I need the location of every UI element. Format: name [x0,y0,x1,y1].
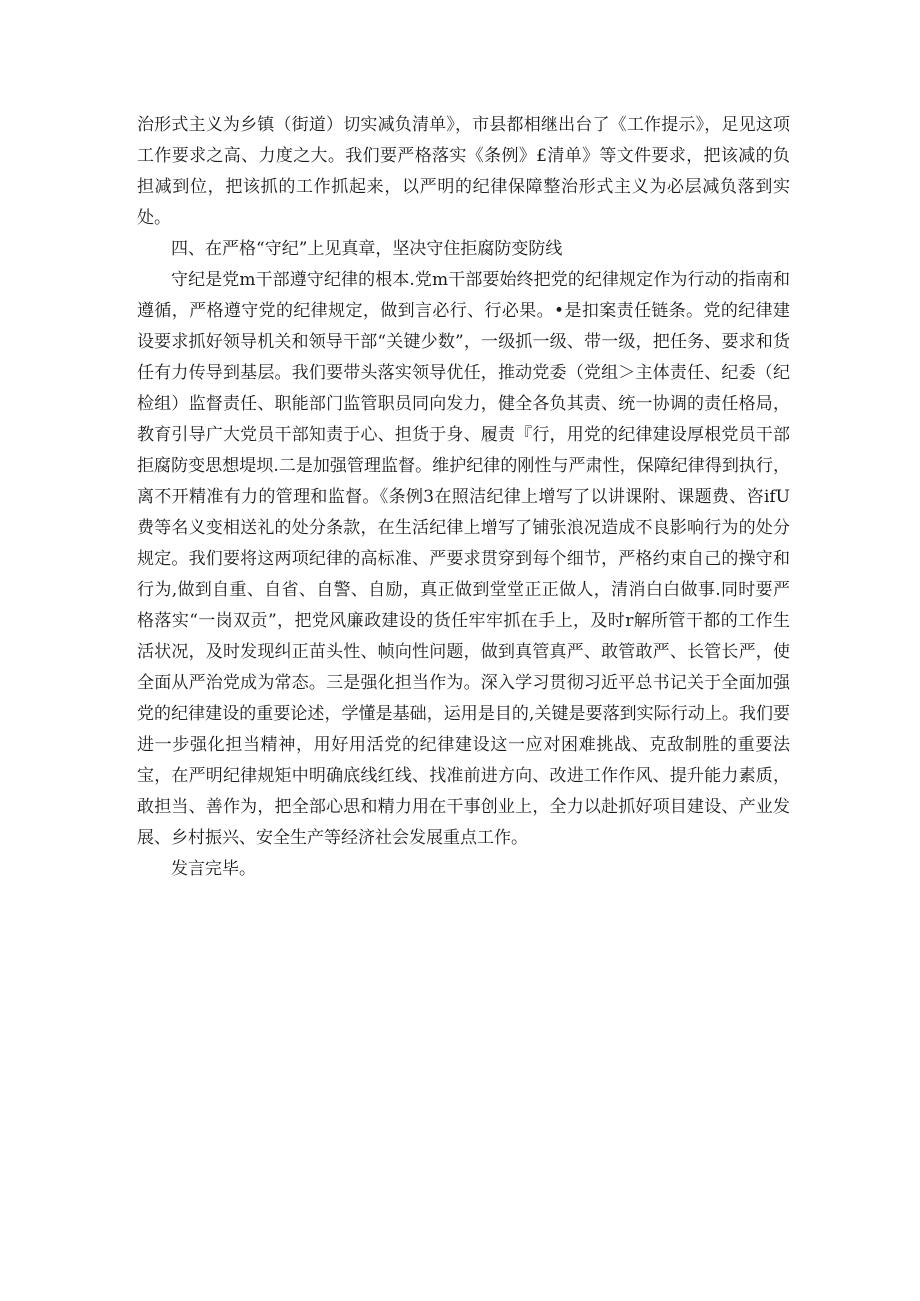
closing-remark: 发言完毕。 [171,859,256,879]
paragraph-discipline: 守纪是党m干部遵守纪律的根本.党m干部要始终把党的纪律规定作为行动的指南和遵循，严格遵守党的纪律规定，做到言必行、行必果。•是扣案责任链条。党的纪律建设要求抓好领导机关和领导干部“关键少数”，一级抓一级、带一级，把任务、要求和货任有力传导到基层。我们要带头落实领导优任，推动党委（党组＞主体责任、纪委（纪检组）监督责任、职能部门监管职员同向发力，健全各负其责、统一协调的责任格局，教育引导广大党员干部知责于心、担货于身、履责『行，用党的纪律建设厚根党员干部拒腐防变思想堤坝.二是加强管理监督。维护纪律的刚性与严肃性，保障纪律得到执行，离不开精准有力的管理和监督。《条例3在照洁纪律上增写了以讲课附、课题费、咨ifU费等名义变相送礼的处分条款，在生活纪律上增写了铺张浪况造成不良影响行为的处分规定。我们要将这两项纪律的高标准、严要求贯穿到每个细节，严格约束自己的操守和行为,做到自重、自省、自警、自励，真正做到堂堂正正做人，清消白白做事.同时要严格落实“一岗双贡”，把党风廉政建设的货任牢牢抓在手上，及时r解所管干都的工作生活状况，及时发现纠正苗头性、帧向性问题，做到真管真严、敢管敢严、长管长严，使全面从严治党成为常态。三是强化担当作为。深入学习贯彻习近平总书记关于全面加强党的纪律建设的重要论述，学懂是基础，运用是目的,关键是要落到实际行动上。我们要进一步强化担当精神，用好用活党的纪律建设这一应对困难挑战、克敌制胜的重要法宝，在严明纪律规矩中明确底线红线、找准前进方向、改进工作作风、提升能力素质，敢担当、善作为，把全部心思和精力用在干事创业上，全力以赴抓好项目建设、产业发展、乡村振兴、安全生产等经济社会发展重点工作。 [137,270,790,848]
paragraph-continuation: 治形式主义为乡镇（街道）切实减负清单》，市县都相继出台了《工作提示》，足见这项工作要求之高、力度之大。我们要严格落实《条例》£清单》等文件要求，把该减的负担减到位，把该抓的工作抓起来，以严明的纪律保障整治形式主义为必层减负落到实处。 [137,115,790,228]
document-body [137,110,790,885]
section-heading-four: 四、在严格“守纪”上见真章，坚决守住拒腐防变防线 [171,239,563,259]
